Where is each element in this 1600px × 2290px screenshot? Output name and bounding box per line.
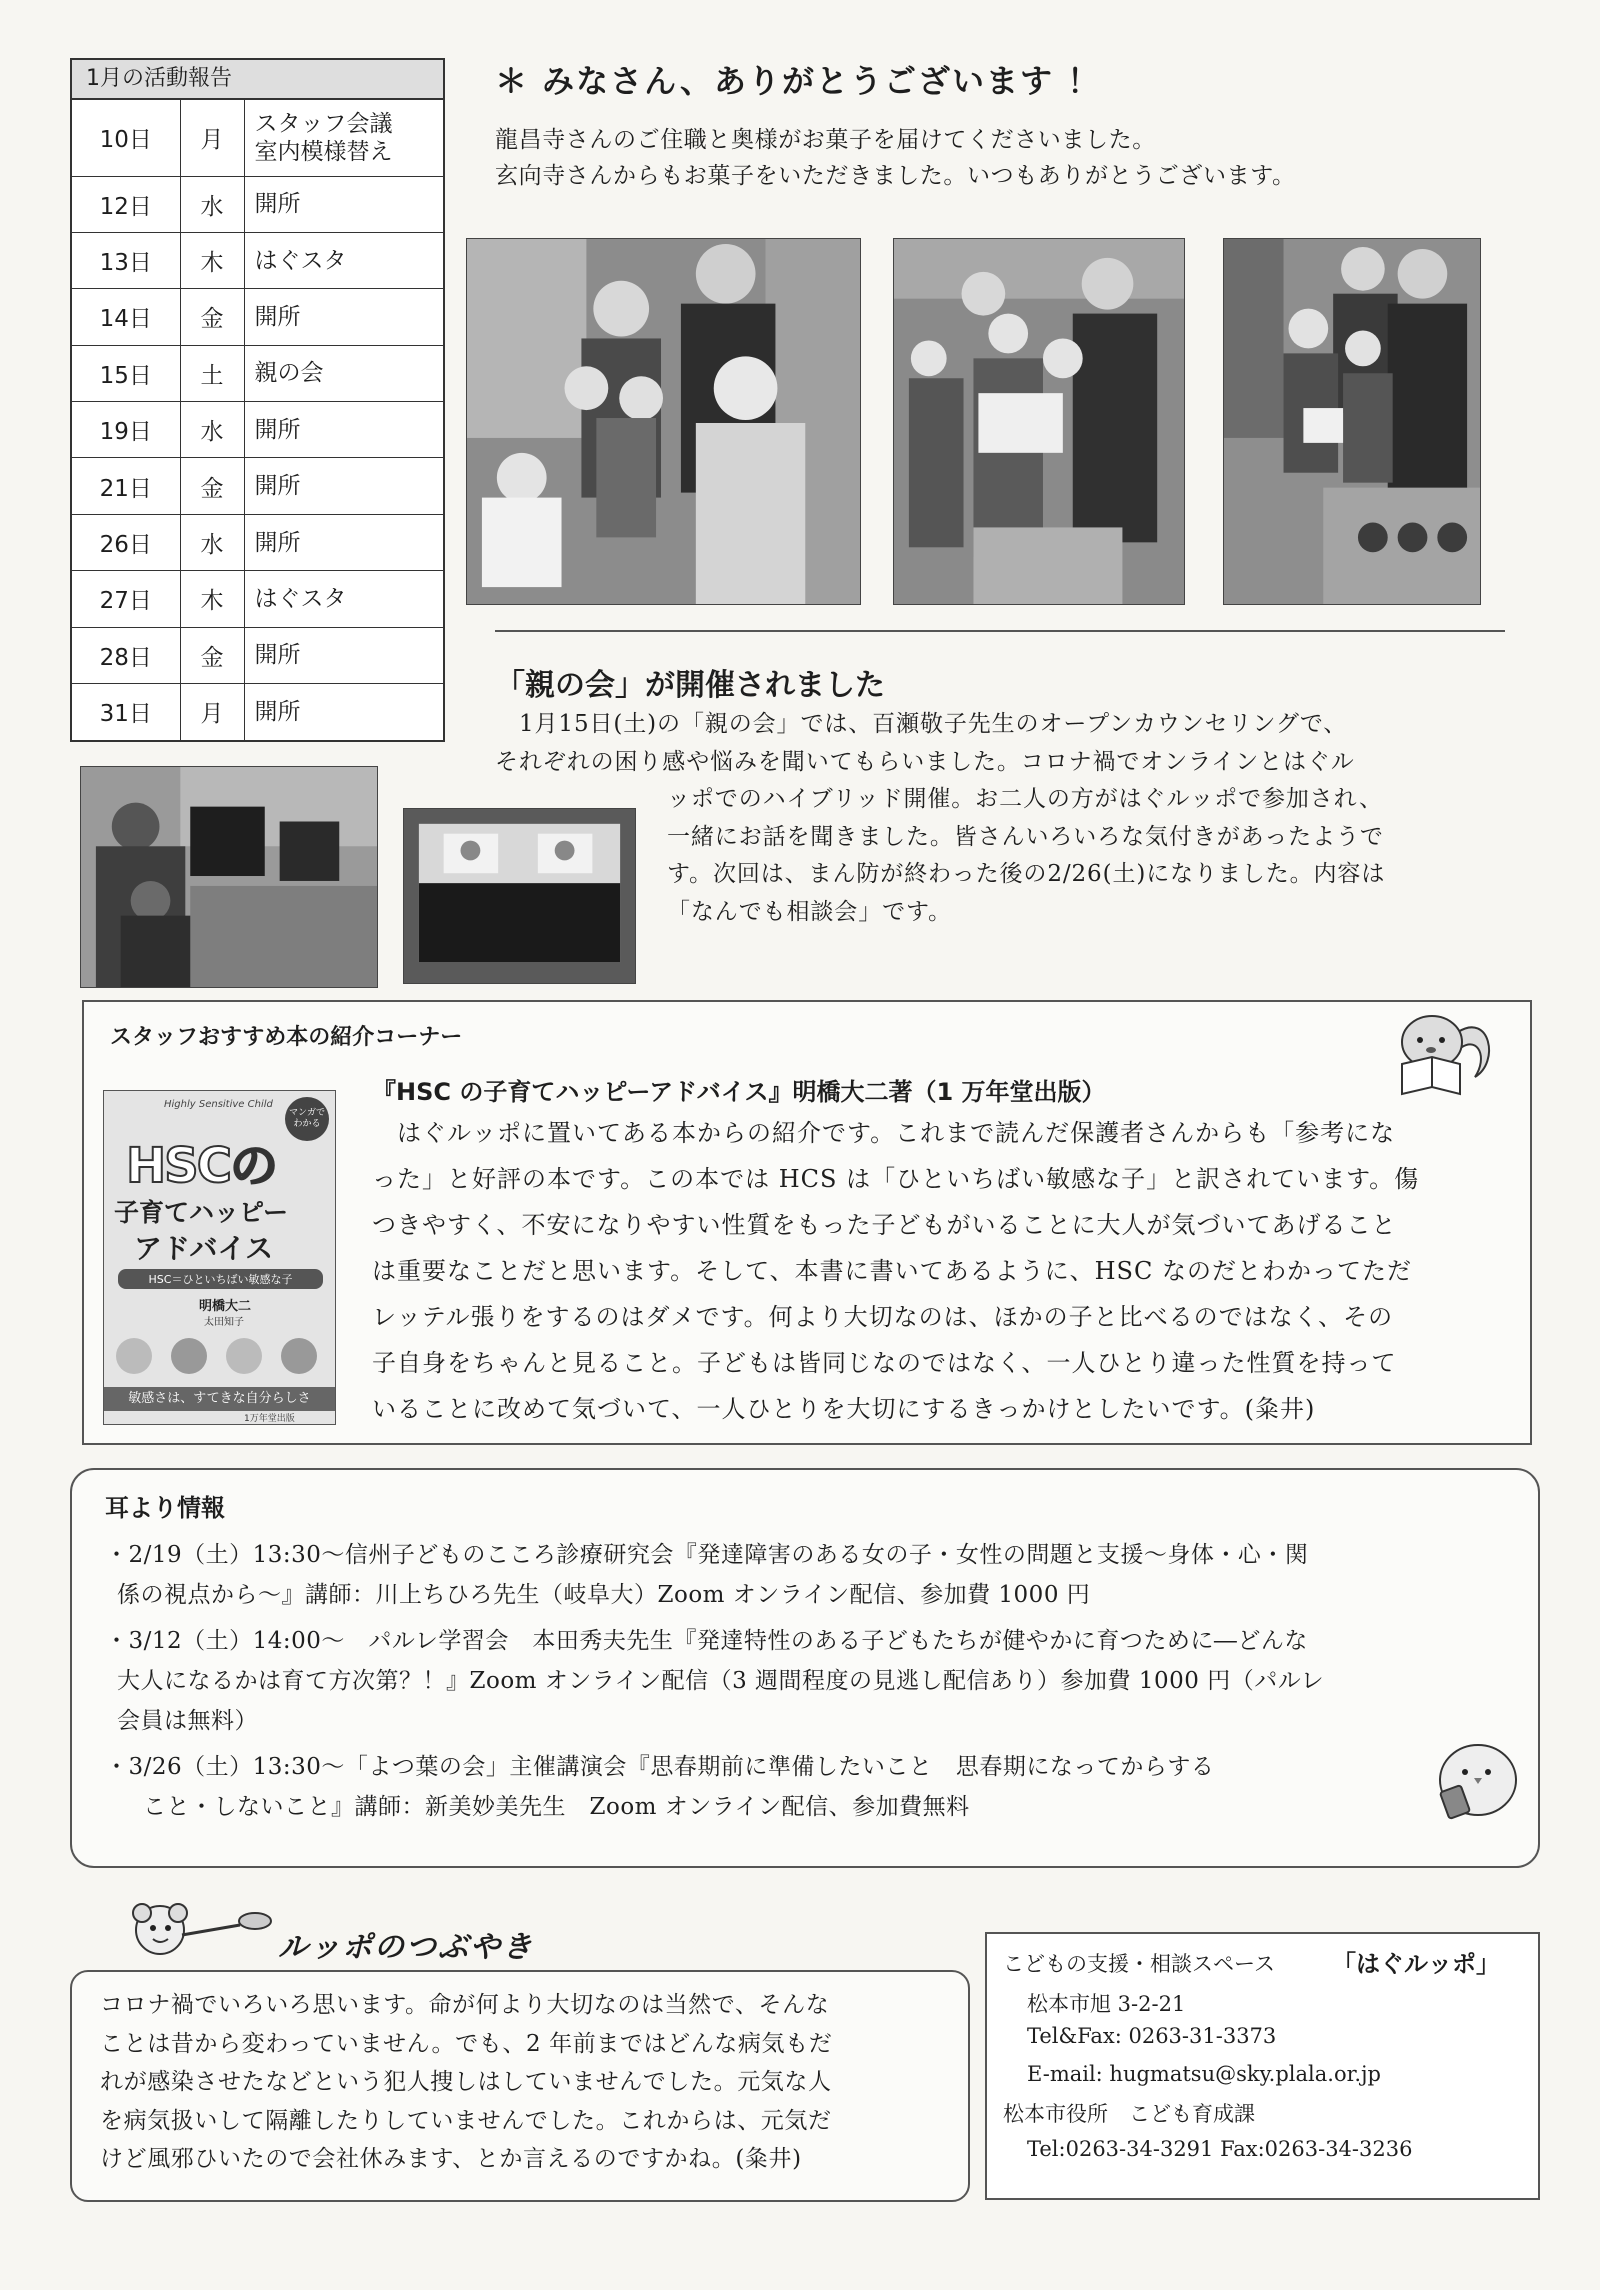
section-divider bbox=[495, 630, 1505, 632]
thanks-title: ＊ みなさん、ありがとうございます ！ bbox=[495, 62, 1102, 100]
activity-date: 31日 bbox=[72, 684, 180, 740]
meeting-line-5: す。次回は、まん防が終わった後の2/26(土)になりました。内容は bbox=[667, 861, 1386, 887]
thanks-text bbox=[495, 122, 1495, 194]
activity-row bbox=[72, 627, 443, 683]
info-title: 耳より情報 bbox=[105, 1494, 225, 1522]
book-review-line: はぐルッポに置いてある本からの紹介です。これまで読んだ保護者さんからも「参考にな bbox=[372, 1119, 1396, 1147]
activity-date: 19日 bbox=[72, 402, 180, 458]
activity-date: 12日 bbox=[72, 176, 180, 232]
activity-event: 開所 bbox=[244, 684, 443, 740]
contact-name: 「はぐルッポ」 bbox=[1332, 1950, 1500, 1978]
info-list bbox=[105, 1535, 1510, 1833]
activity-event: 親の会 bbox=[244, 345, 443, 401]
photo-temple-visit-1 bbox=[466, 238, 861, 605]
photo-temple-visit-3 bbox=[1223, 238, 1481, 605]
contact-tel-fax: Tel&Fax: 0263-31-3373 bbox=[1027, 2024, 1277, 2048]
activity-report-table bbox=[70, 58, 445, 742]
info-item-line: こと・しないこと』講師：新美妙美先生 Zoom オンライン配信、参加費無料 bbox=[143, 1794, 970, 1820]
contact-email: E-mail: hugmatsu@sky.plala.or.jp bbox=[1027, 2062, 1381, 2086]
book-review-line: は重要なことだと思います。そして、本書に書いてあるように、HSC なのだとわかってただ bbox=[372, 1257, 1412, 1285]
info-item bbox=[105, 1621, 1510, 1741]
info-item-line: 会員は無料） bbox=[117, 1708, 258, 1734]
activity-event: 開所 bbox=[244, 458, 443, 514]
info-item-line: 大人になるかは育て方次第？！』Zoom オンライン配信（3 週間程度の見逃し配信あり）参加費 1000 円（パルレ bbox=[117, 1668, 1325, 1694]
meeting-line-1: 1月15日(土)の「親の会」では、百瀬敬子先生のオープンカウンセリングで、 bbox=[519, 711, 1348, 737]
activity-event: 開所 bbox=[244, 627, 443, 683]
activity-row bbox=[72, 402, 443, 458]
activity-weekday: 土 bbox=[180, 345, 244, 401]
activity-row bbox=[72, 345, 443, 401]
activity-weekday: 水 bbox=[180, 402, 244, 458]
murmur-line: を病気扱いして隔離したりしていませんでした。これからは、元気だ bbox=[100, 2107, 832, 2134]
activity-weekday: 月 bbox=[180, 684, 244, 740]
book-title: 『HSC の子育てハッピーアドバイス』明橋大二著（1 万年堂出版） bbox=[372, 1078, 1106, 1106]
meeting-line-2: それぞれの困り感や悩みを聞いてもらいました。コロナ禍でオンラインとはぐル bbox=[495, 748, 1355, 775]
activity-row bbox=[72, 571, 443, 627]
info-item-line: 係の視点から～』講師：川上ちひろ先生（岐阜大）Zoom オンライン配信、参加費 1000 円 bbox=[117, 1582, 1091, 1608]
activity-event: はぐスタ bbox=[244, 571, 443, 627]
info-item-line: ・3/26（土）13:30～「よつ葉の会」主催講演会『思春期前に準備したいこと 思春期になってからする bbox=[105, 1754, 1215, 1780]
activity-date: 10日 bbox=[72, 100, 180, 176]
activity-weekday: 月 bbox=[180, 100, 244, 176]
squirrel-reading-icon bbox=[1380, 1002, 1500, 1102]
activity-row bbox=[72, 458, 443, 514]
activity-weekday: 水 bbox=[180, 176, 244, 232]
book-cover-subtitle-en: Highly Sensitive Child bbox=[164, 1099, 273, 1110]
info-item bbox=[105, 1747, 1510, 1827]
thanks-line-2: 玄向寺さんからもお菓子をいただきました。いつもありがとうございます。 bbox=[495, 163, 1296, 189]
contact-office: 松本市役所 こども育成課 bbox=[1003, 2102, 1255, 2126]
info-item-line: ・3/12（土）14:00～ パルレ学習会 本田秀夫先生『発達特性のある子どもたちが健やかに育つために―どんな bbox=[105, 1628, 1308, 1654]
contact-office-phone: Tel:0263-34-3291 Fax:0263-34-3236 bbox=[1027, 2137, 1413, 2161]
activity-date: 15日 bbox=[72, 345, 180, 401]
contact-name-prefix: こどもの支援・相談スペース bbox=[1003, 1952, 1275, 1976]
info-item-line: ・2/19（土）13:30～信州子どものこころ診療研究会『発達障害のある女の子・女性の問題と支援～身体・心・関 bbox=[105, 1542, 1309, 1568]
activity-event: 開所 bbox=[244, 514, 443, 570]
book-cover-publisher: 1万年堂出版 bbox=[244, 1414, 295, 1424]
book-review-text bbox=[372, 1110, 1492, 1432]
chick-reading-icon bbox=[1430, 1730, 1525, 1820]
activity-date: 13日 bbox=[72, 232, 180, 288]
book-review-line: レッテル張りをするのはダメです。何より大切なのは、ほかの子と比べるのではなく、その bbox=[372, 1303, 1394, 1331]
book-corner-title: スタッフおすすめ本の紹介コーナー bbox=[110, 1025, 463, 1050]
meeting-line-4: 一緒にお話を聞きました。皆さんいろいろな気付きがあったようで bbox=[667, 823, 1384, 850]
meeting-text bbox=[495, 706, 1505, 931]
meeting-title: 「親の会」が開催されました bbox=[495, 668, 885, 703]
activity-date: 21日 bbox=[72, 458, 180, 514]
activity-weekday: 金 bbox=[180, 627, 244, 683]
activity-date: 27日 bbox=[72, 571, 180, 627]
activity-event: 開所 bbox=[244, 402, 443, 458]
activity-date: 26日 bbox=[72, 514, 180, 570]
activity-weekday: 金 bbox=[180, 289, 244, 345]
book-cover-image bbox=[103, 1090, 336, 1425]
activity-event: はぐスタ bbox=[244, 232, 443, 288]
murmur-title: ルッポのつぶやき bbox=[278, 1930, 534, 1965]
activity-row bbox=[72, 289, 443, 345]
book-cover-illustrations bbox=[109, 1331, 330, 1381]
contact-box bbox=[985, 1932, 1540, 2200]
activity-event: 開所 bbox=[244, 289, 443, 345]
meeting-line-3: ッポでのハイブリッド開催。お二人の方がはぐルッポで参加され、 bbox=[667, 786, 1383, 812]
activity-row bbox=[72, 232, 443, 288]
contact-address: 松本市旭 3-2-21 bbox=[1027, 1992, 1186, 2016]
murmur-line: けど風邪ひいたので会社休みます、とか言えるのですかね。(粂井) bbox=[100, 2146, 802, 2172]
activity-table bbox=[72, 100, 443, 740]
book-cover-title-3: アドバイス bbox=[134, 1232, 274, 1265]
book-cover-badge: マンガでわかる bbox=[285, 1097, 329, 1141]
activity-date: 28日 bbox=[72, 627, 180, 683]
murmur-line: れが感染させたなどという犯人捜しはしていませんでした。元気な人 bbox=[100, 2069, 832, 2095]
activity-row bbox=[72, 514, 443, 570]
book-cover-title-2: 子育てハッピー bbox=[114, 1198, 289, 1227]
murmur-text bbox=[100, 1986, 950, 2179]
book-review-line: いることに改めて気づいて、一人ひとりを大切にするきっかけとしたいです。(粂井) bbox=[372, 1395, 1316, 1423]
book-cover-illustrator: 太田知子 bbox=[204, 1317, 244, 1328]
book-review-line: った」と好評の本です。この本では HCS は「ひといちばい敏感な子」と訳されています。傷 bbox=[372, 1165, 1420, 1193]
book-cover-bottom-line: 敏感さは、すてきな自分らしさ bbox=[104, 1387, 335, 1411]
activity-event: 開所 bbox=[244, 176, 443, 232]
activity-date: 14日 bbox=[72, 289, 180, 345]
photo-hybrid-meeting-room bbox=[80, 766, 378, 988]
murmur-line: コロナ禍でいろいろ思います。命が何より大切なのは当然で、そんな bbox=[100, 1992, 830, 2018]
photo-zoom-screen bbox=[403, 808, 636, 984]
book-review-line: 子自身をちゃんと見ること。子どもは皆同じなのではなく、一人ひとり違った性質を持って bbox=[372, 1349, 1397, 1377]
activity-event: スタッフ会議 室内模様替え bbox=[244, 100, 443, 176]
murmur-line: ことは昔から変わっていません。でも、2 年前まではどんな病気もだ bbox=[100, 2030, 833, 2057]
book-cover-tagline: HSC＝ひといちばい敏感な子 bbox=[118, 1269, 323, 1289]
book-cover-big-title: HSCの bbox=[126, 1138, 276, 1194]
thanks-line-1: 龍昌寺さんのご住職と奥様がお菓子を届けてくださいました。 bbox=[495, 127, 1156, 153]
activity-weekday: 水 bbox=[180, 514, 244, 570]
photo-temple-visit-2 bbox=[893, 238, 1185, 605]
info-item bbox=[105, 1535, 1510, 1615]
book-review-line: つきやすく、不安になりやすい性質をもった子どもがいることに大人が気づいてあげること bbox=[372, 1211, 1397, 1239]
ruppo-mascot-icon bbox=[120, 1895, 275, 1970]
activity-row bbox=[72, 100, 443, 176]
activity-weekday: 金 bbox=[180, 458, 244, 514]
activity-weekday: 木 bbox=[180, 232, 244, 288]
activity-report-title: 1月の活動報告 bbox=[72, 60, 443, 100]
activity-weekday: 木 bbox=[180, 571, 244, 627]
book-cover-author: 明橋大二 bbox=[199, 1299, 252, 1314]
meeting-line-6: 「なんでも相談会」です。 bbox=[667, 898, 952, 925]
activity-row bbox=[72, 684, 443, 740]
activity-row bbox=[72, 176, 443, 232]
